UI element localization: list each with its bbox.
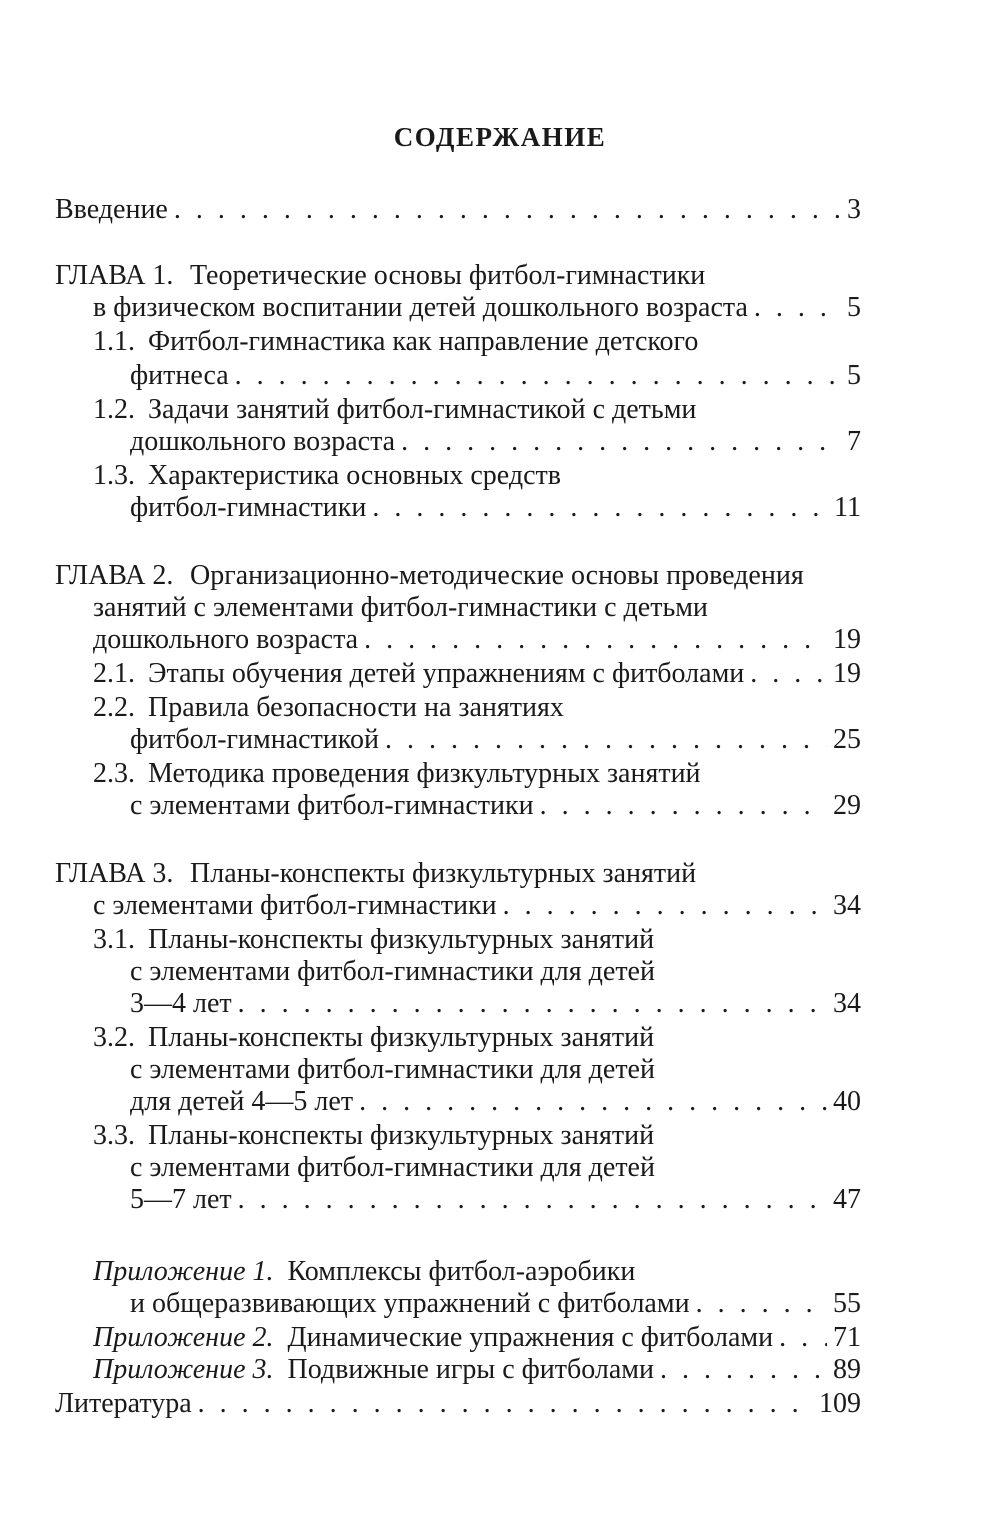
toc-section-1-2-entry[interactable]: [130, 424, 861, 460]
appendix-title-line: и общеразвивающих упражнений с фитболами: [130, 1288, 690, 1319]
chapter-title-line: Организационно-методические основы проведения: [190, 560, 804, 591]
section-number: 3.1.: [93, 924, 135, 955]
section-title-line: Фитбол-гимнастика как направление детского: [148, 326, 699, 357]
leader-dots: [660, 1352, 827, 1388]
toc-page-number: 109: [819, 1388, 861, 1419]
toc-section-2-1-entry[interactable]: [93, 656, 861, 692]
toc-chapter-1-heading[interactable]: [55, 258, 705, 294]
chapter-number: ГЛАВА 3.: [55, 858, 174, 889]
appendix-label: Приложение 1.: [93, 1256, 274, 1287]
leader-dots: [235, 358, 841, 394]
leader-dots: [359, 1084, 827, 1120]
leader-dots: [198, 1386, 813, 1422]
toc-chapter-2-entry[interactable]: [93, 622, 861, 658]
toc-page-number: 89: [833, 1354, 861, 1385]
toc-section-3-3-line: [130, 1150, 655, 1186]
section-title-line: с элементами фитбол-гимнастики для детей: [130, 956, 655, 987]
chapter-title-line: Теоретические основы фитбол-гимнастики: [190, 260, 706, 291]
toc-page-number: 3: [847, 194, 861, 225]
section-number: 3.2.: [93, 1022, 135, 1053]
section-title-line: Этапы обучения детей упражнениям с фитболами: [148, 658, 745, 689]
toc-page-number: 19: [833, 658, 861, 689]
toc-page-number: 47: [833, 1184, 861, 1215]
appendix-title-line: Динамические упражнения с фитболами: [287, 1322, 774, 1353]
appendix-label: Приложение 2.: [93, 1322, 274, 1353]
toc-appendix-2-entry[interactable]: [93, 1320, 861, 1356]
section-title-line: фитбол-гимнастики: [130, 492, 367, 523]
toc-section-3-3-entry[interactable]: [130, 1182, 861, 1218]
toc-page-number: 34: [833, 890, 861, 921]
leader-dots: [401, 424, 841, 460]
toc-section-3-1-line: [130, 954, 655, 990]
chapter-title-line: Планы-конспекты физкультурных занятий: [190, 858, 697, 889]
toc-section-2-3-heading[interactable]: [93, 756, 701, 792]
toc-section-2-3-entry[interactable]: [130, 788, 861, 824]
section-title-line: фитнеса: [130, 360, 229, 391]
toc-page-number: 5: [847, 360, 861, 391]
toc-page-number: 11: [834, 492, 861, 523]
toc-page-number: 25: [833, 724, 861, 755]
section-number: 1.2.: [93, 394, 135, 425]
toc-appendix-3-entry[interactable]: [93, 1352, 861, 1388]
toc-entry-literature[interactable]: [55, 1386, 861, 1422]
section-title-line: Правила безопасности на занятиях: [148, 692, 564, 723]
toc-page-number: 29: [833, 790, 861, 821]
toc-section-1-1-entry[interactable]: [130, 358, 861, 394]
toc-page-number: 71: [833, 1322, 861, 1353]
appendix-title-line: Подвижные игры с фитболами: [287, 1354, 654, 1385]
toc-page-number: 40: [833, 1086, 861, 1117]
leader-dots: [779, 1320, 827, 1356]
section-title-line: с элементами фитбол-гимнастики для детей: [130, 1054, 655, 1085]
toc-section-3-2-heading[interactable]: [93, 1020, 654, 1056]
leader-dots: [385, 722, 827, 758]
toc-section-3-1-entry[interactable]: [130, 986, 861, 1022]
appendix-title-line: Комплексы фитбол-аэробики: [287, 1256, 636, 1287]
toc-section-1-3-heading[interactable]: [93, 458, 561, 494]
chapter-title-line: в физическом воспитании детей дошкольного возраста: [93, 292, 748, 323]
section-title-line: Задачи занятий фитбол-гимнастикой с детьми: [148, 394, 697, 425]
leader-dots: [696, 1286, 827, 1322]
section-number: 2.1.: [93, 658, 135, 689]
toc-page-number: 34: [833, 988, 861, 1019]
toc-page-number: 7: [847, 426, 861, 457]
section-number: 2.3.: [93, 758, 135, 789]
section-number: 2.2.: [93, 692, 135, 723]
leader-dots: [754, 290, 841, 326]
page-title: СОДЕРЖАНИЕ: [393, 122, 607, 152]
section-title-line: с элементами фитбол-гимнастики для детей: [130, 1152, 655, 1183]
section-number: 1.1.: [93, 326, 135, 357]
section-title-line: с элементами фитбол-гимнастики: [130, 790, 534, 821]
toc-section-3-3-heading[interactable]: [93, 1118, 654, 1154]
chapter-title-line: дошкольного возраста: [93, 624, 359, 655]
section-number: 3.3.: [93, 1120, 135, 1151]
leader-dots: [540, 788, 827, 824]
toc-chapter-3-entry[interactable]: [93, 888, 861, 924]
leader-dots: [238, 986, 827, 1022]
leader-dots: [364, 622, 827, 658]
appendix-label: Приложение 3.: [93, 1354, 274, 1385]
toc-section-1-2-heading[interactable]: [93, 392, 696, 428]
section-title-line: дошкольного возраста: [130, 426, 396, 457]
section-title-line: фитбол-гимнастикой: [130, 724, 379, 755]
section-title-line: 3—4 лет: [130, 988, 232, 1019]
toc-chapter-2-line: [93, 590, 708, 626]
section-title-line: Характеристика основных средств: [148, 460, 561, 491]
section-title-line: 5—7 лет: [130, 1184, 232, 1215]
toc-entry-intro[interactable]: [55, 192, 861, 228]
toc-entry-label: Литература: [55, 1388, 192, 1419]
leader-dots: [750, 656, 827, 692]
section-title-line: Методика проведения физкультурных занятий: [148, 758, 701, 789]
toc-page-number: 5: [847, 292, 861, 323]
leader-dots: [174, 192, 841, 228]
toc-appendix-1-heading[interactable]: [93, 1254, 635, 1290]
chapter-number: ГЛАВА 1.: [55, 260, 174, 291]
section-title-line: Планы-конспекты физкультурных занятий: [148, 1120, 655, 1151]
section-title-line: Планы-конспекты физкультурных занятий: [148, 1022, 655, 1053]
toc-page-number: 19: [833, 624, 861, 655]
chapter-title-line: занятий с элементами фитбол-гимнастики с детьми: [93, 592, 708, 623]
toc-section-1-3-entry[interactable]: [130, 490, 861, 526]
toc-section-3-2-line: [130, 1052, 655, 1088]
section-number: 1.3.: [93, 460, 135, 491]
section-title-line: Планы-конспекты физкультурных занятий: [148, 924, 655, 955]
leader-dots: [503, 888, 827, 924]
toc-section-2-2-heading[interactable]: [93, 690, 564, 726]
chapter-title-line: с элементами фитбол-гимнастики: [93, 890, 497, 921]
toc-entry-label: Введение: [55, 194, 168, 225]
toc-section-2-2-entry[interactable]: [130, 722, 861, 758]
toc-section-1-1-heading[interactable]: [93, 324, 698, 360]
toc-chapter-3-heading[interactable]: [55, 856, 696, 892]
toc-section-3-1-heading[interactable]: [93, 922, 654, 958]
toc-section-3-2-entry[interactable]: [130, 1084, 861, 1120]
toc-chapter-2-heading[interactable]: [55, 558, 804, 594]
toc-chapter-1-entry[interactable]: [93, 290, 861, 326]
chapter-number: ГЛАВА 2.: [55, 560, 174, 591]
leader-dots: [238, 1182, 827, 1218]
leader-dots: [372, 490, 828, 526]
toc-appendix-1-entry[interactable]: [130, 1286, 861, 1322]
section-title-line: для детей 4—5 лет: [130, 1086, 354, 1117]
toc-page-number: 55: [833, 1288, 861, 1319]
